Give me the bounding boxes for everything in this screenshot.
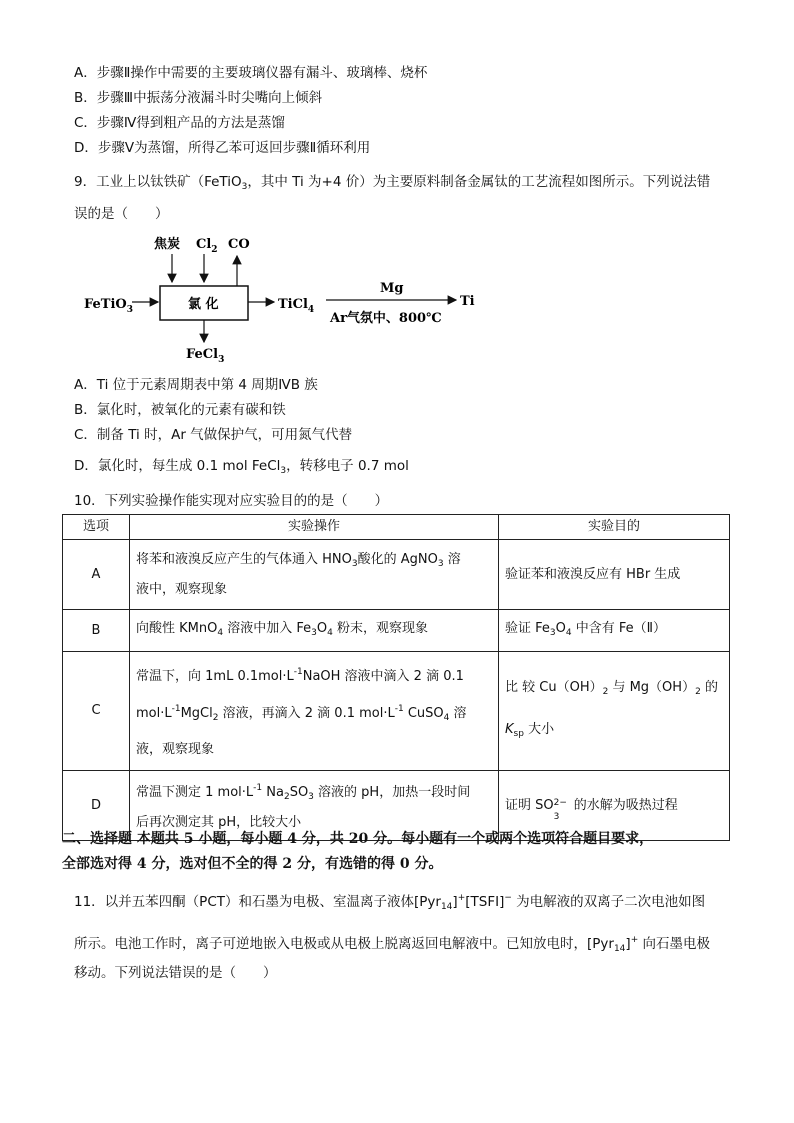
q9-option-b: B．氯化时，被氧化的元素有碳和铁 bbox=[74, 402, 286, 418]
row-option-a: A bbox=[63, 540, 130, 610]
reactant-label: FeTiO$_3$ bbox=[84, 297, 133, 315]
q8-option-d: D．步骤Ⅴ为蒸馏，所得乙苯可返回步骤Ⅱ循环利用 bbox=[74, 140, 371, 156]
flow-diagram-svg bbox=[80, 228, 500, 368]
row-d-operation: 常温下测定 1 $mol\cdot L^{-1}$ $Na_2SO_3$ 溶液的 pH，加热一段时间 后再次测定其 pH，比较大小 bbox=[130, 771, 499, 841]
q11-stem-line1: 11．以并五苯四酮（PCT）和石墨为电极、室温离子液体[Pyr$_{14}$]+[TSFI]− 为电解液的双离子二次电池如图 bbox=[74, 893, 706, 912]
row-d-goal: 证明 SO 2− 3 的水解为吸热过程 bbox=[499, 771, 730, 841]
q8-option-a: A．步骤Ⅱ操作中需要的主要玻璃仪器有漏斗、玻璃棒、烧杯 bbox=[74, 65, 428, 81]
table-row bbox=[63, 652, 730, 771]
q9-option-c: C．制备 Ti 时，Ar 气做保护气，可用氮气代替 bbox=[74, 427, 353, 443]
q9-option-d: D．氯化时，每生成 0.1 mol FeCl$_3$，转移电子 0.7 mol bbox=[74, 458, 409, 476]
row-option-d: D bbox=[63, 771, 130, 841]
row-c-goal: 比 较 $Cu(OH)_2$ 与 $Mg(OH)_2$ 的 $K_{sp}$ 大小 bbox=[499, 652, 730, 771]
table-row bbox=[63, 610, 730, 652]
q9-stem-line2: 误的是（ ） bbox=[74, 206, 169, 222]
coke-label: 焦炭 bbox=[154, 237, 181, 252]
row-c-operation: 常温下，向 1mL $0.1mol\cdot L^{-1}NaOH$ 溶液中滴入 2 滴 0.1 $mol\cdot L^{-1}MgCl_2$ 溶液，再滴入 2 滴 0.1 $mol\cdot L^{-1}$ CuSO$_4$ 溶 液，观察现象 bbox=[130, 652, 499, 771]
q9-process-flow-diagram bbox=[80, 228, 500, 368]
header-goal: 实验目的 bbox=[499, 515, 730, 540]
header-operation: 实验操作 bbox=[130, 515, 499, 540]
row-b-goal: 验证 $Fe_3O_4$ 中含有 Fe（Ⅱ） bbox=[499, 610, 730, 652]
chlorination-label: 氯 化 bbox=[188, 297, 219, 312]
mg-label: Mg bbox=[380, 281, 404, 296]
row-a-operation: 将苯和液溴反应产生的气体通入 $HNO_3$酸化的 AgNO$_3$ 溶 液中，观察现象 bbox=[130, 540, 499, 610]
chlorine-label: $Cl_2$ bbox=[196, 237, 218, 255]
header-option: 选项 bbox=[63, 515, 130, 540]
row-a-goal: 验证苯和液溴反应有 HBr 生成 bbox=[499, 540, 730, 610]
byproduct-label: FeCl$_3$ bbox=[186, 347, 225, 365]
q10-stem: 10．下列实验操作能实现对应实验目的的是（ ） bbox=[74, 493, 389, 509]
q8-option-c: C．步骤Ⅳ得到粗产品的方法是蒸馏 bbox=[74, 115, 285, 131]
row-b-operation: 向酸性 KMnO$_4$ 溶液中加入 $Fe_3O_4$ 粉末，观察现象 bbox=[130, 610, 499, 652]
row-option-c: C bbox=[63, 652, 130, 771]
q11-stem-line3: 移动。下列说法错误的是（ ） bbox=[74, 965, 277, 981]
q9-option-a: A．Ti 位于元素周期表中第 4 周期ⅣB 族 bbox=[74, 377, 318, 393]
titanium-label: Ti bbox=[460, 294, 475, 309]
table-header-row bbox=[63, 515, 730, 540]
co-label: CO bbox=[228, 237, 250, 252]
table-row bbox=[63, 540, 730, 610]
product-label: TiCl$_4$ bbox=[278, 297, 315, 315]
row-option-b: B bbox=[63, 610, 130, 652]
q10-experiment-table bbox=[62, 514, 730, 841]
q9-stem-line1: 9．工业上以钛铁矿（FeTiO$_3$，其中 Ti 为+4 价）为主要原料制备金属钛的工艺流程如图所示。下列说法错 bbox=[74, 174, 711, 192]
q8-option-b: B．步骤Ⅲ中振荡分液漏斗时尖嘴向上倾斜 bbox=[74, 90, 323, 106]
q11-stem-line2: 所示。电池工作时，离子可逆地嵌入电极或从电极上脱离返回电解液中。已知放电时，[Pyr$_{14}$]+ 向石墨电极 bbox=[74, 935, 711, 954]
section-2-heading-line1: 二、选择题 本题共 5 小题，每小题 4 分，共 20 分。每小题有一个或两个选项符合题目要求， bbox=[62, 831, 654, 847]
section-2-heading-line2: 全部选对得 4 分，选对但不全的得 2 分，有选错的得 0 分。 bbox=[62, 856, 443, 872]
condition-label: Ar气氛中、800℃ bbox=[330, 311, 442, 326]
